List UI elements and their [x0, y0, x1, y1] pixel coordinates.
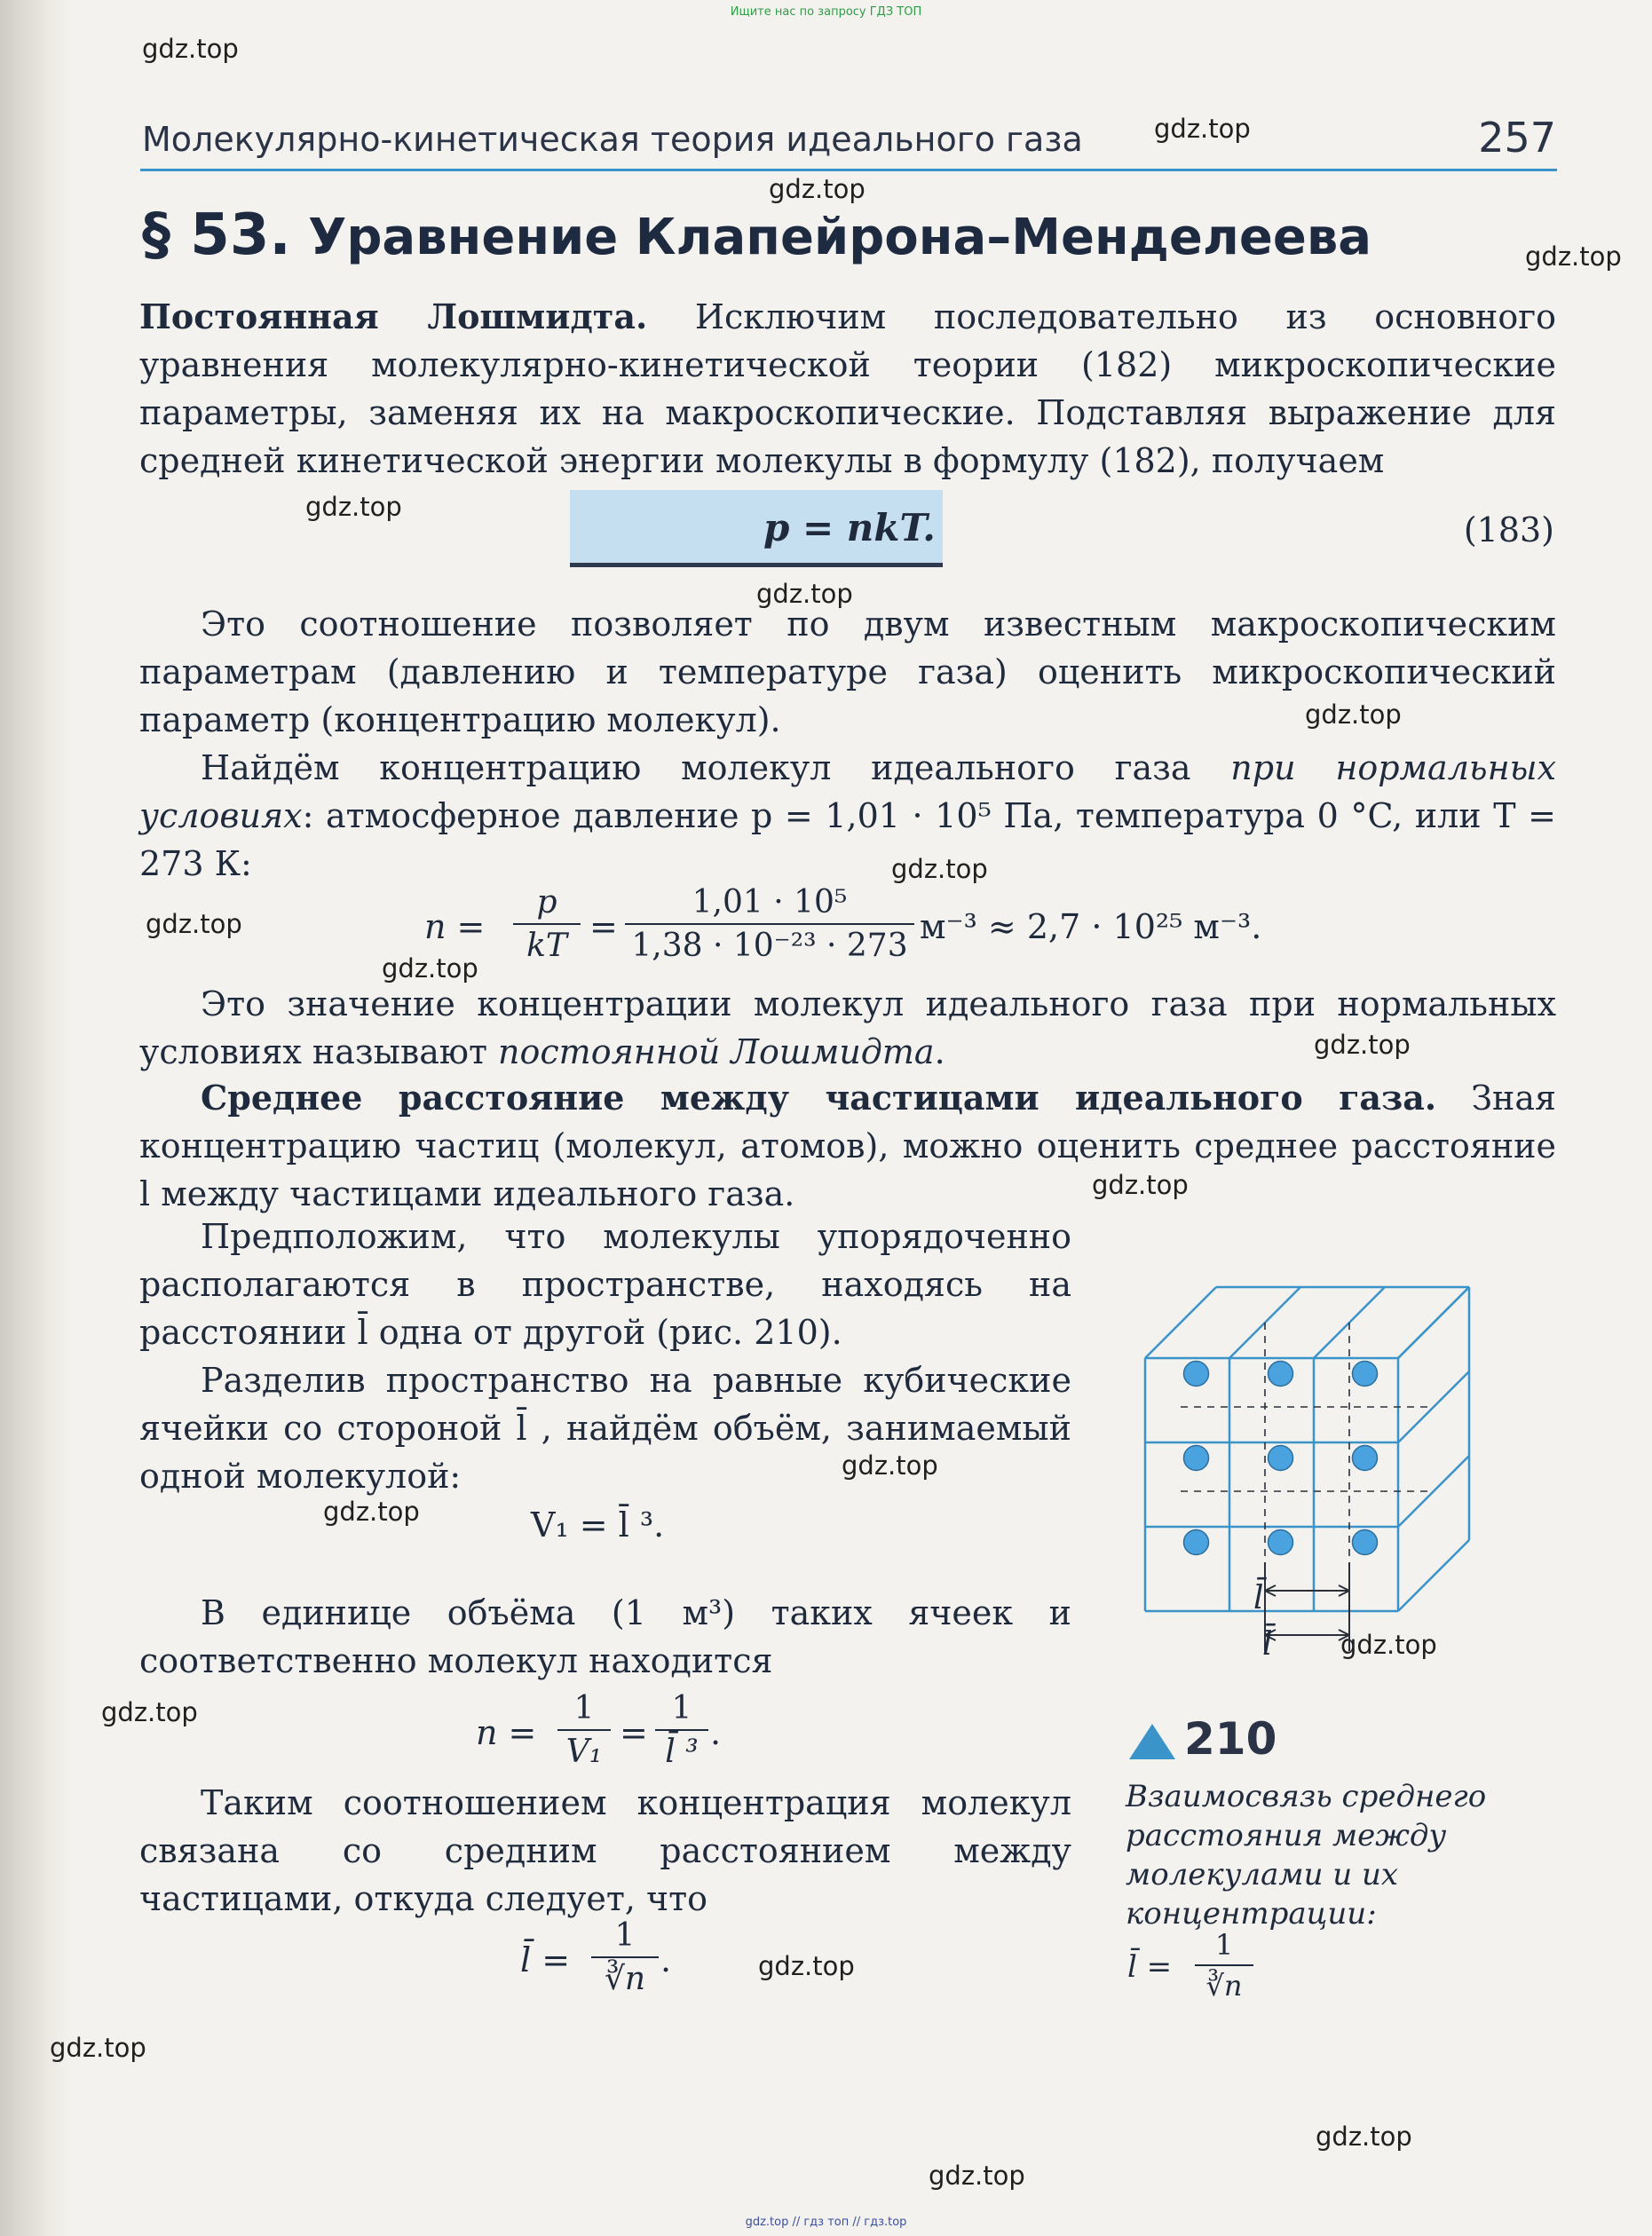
watermark: gdz.top	[1092, 1170, 1189, 1200]
paragraph-heading: Постоянная Лошмидта.	[139, 296, 648, 336]
top-note: Ищите нас по запросу ГДЗ ТОП	[730, 5, 922, 19]
paragraph-loschmidt	[139, 293, 1556, 485]
watermark: gdz.top	[1305, 699, 1402, 730]
lattice-cube-figure	[1110, 1260, 1571, 1678]
formula-l-lhs: l̄ =	[520, 1940, 571, 1979]
molecule-sphere	[1269, 1362, 1293, 1387]
paragraph-text: Зная концентрацию частиц (молекул, атомов), можно оценить среднее расстояние l между частицами идеального газа.	[139, 1078, 1556, 1213]
watermark: gdz.top	[146, 909, 242, 939]
running-title: Молекулярно-кинетическая теория идеального газа	[142, 120, 1083, 159]
fraction-one-cbrt-n	[591, 1917, 659, 1997]
watermark: gdz.top	[142, 34, 239, 64]
paragraph-text: .	[934, 1032, 945, 1071]
fraction-denominator: kT	[526, 928, 567, 964]
molecule-sphere	[1269, 1530, 1293, 1555]
distance-label: l̄	[1262, 1626, 1273, 1663]
watermark: gdz.top	[305, 492, 402, 522]
fraction-numeric	[625, 884, 914, 964]
paragraph-loschmidt-constant	[139, 980, 1556, 1076]
molecule-sphere	[1269, 1446, 1293, 1471]
fraction-numerator: p	[536, 884, 557, 920]
paragraph-heading: Среднее расстояние между частицами идеального газа.	[201, 1078, 1437, 1118]
molecule-sphere	[1353, 1530, 1378, 1555]
paragraph-unit-volume: В единице объёма (1 м³) таких ячеек и соответственно молекул находится	[139, 1593, 1071, 1680]
figure-fraction	[1195, 1928, 1253, 2003]
fraction-numerator: 1	[671, 1690, 692, 1726]
watermark: gdz.top	[1154, 114, 1251, 144]
paragraph-relation: Это соотношение позволяет по двум известным макроскопическим параметрам (давлению и температуре газа) оценить микроскопический параметр (концентрацию молекул).	[139, 604, 1556, 739]
fraction-one-v1	[557, 1690, 611, 1770]
figure-caption: Взаимосвязь среднего расстояния между молекулами и их концентрации:	[1126, 1779, 1487, 1932]
watermark: gdz.top	[1316, 2121, 1412, 2152]
molecule-sphere	[1353, 1446, 1378, 1471]
watermark: gdz.top	[929, 2161, 1025, 2191]
molecule-sphere	[1184, 1530, 1209, 1555]
fraction-denominator: l̄ ³	[665, 1734, 699, 1770]
section-title	[142, 202, 1371, 268]
page-number: 257	[1478, 114, 1556, 162]
paragraph-cells: Разделив пространство на равные кубические ячейки со стороной l̄ , найдём объём, занимаемый одной молекулой:	[139, 1361, 1071, 1496]
paragraph-text: Найдём концентрацию молекул идеального газа	[201, 748, 1231, 787]
page-shadow	[0, 0, 69, 2236]
paragraph-assumption: Предположим, что молекулы упорядоченно располагаются в пространстве, находясь на расстоянии l̄ одна от другой (рис. 210).	[139, 1217, 1071, 1352]
paragraph-emphasis: постоянной Лошмидта	[498, 1032, 935, 1071]
watermark: gdz.top	[101, 1697, 198, 1727]
formula-end: .	[660, 1940, 672, 1979]
fraction-one-l3	[655, 1690, 708, 1770]
formula-end: .	[710, 1713, 722, 1752]
equals-sign: =	[620, 1713, 648, 1752]
watermark: gdz.top	[50, 2033, 146, 2063]
paragraph-mean-distance	[139, 1074, 1556, 1218]
fraction-p-kt	[513, 884, 581, 964]
watermark: gdz.top	[756, 579, 853, 609]
molecule-sphere	[1184, 1446, 1209, 1471]
equals-sign: =	[589, 907, 618, 946]
figure-number: 210	[1184, 1713, 1277, 1765]
equation-number: (183)	[1463, 510, 1554, 549]
formula-v1: V₁ = l̄ ³.	[531, 1505, 665, 1545]
paragraph-normal-conditions	[139, 744, 1556, 888]
fraction-denominator: ∛n	[604, 1961, 646, 1997]
watermark: gdz.top	[1314, 1030, 1411, 1060]
cube-edge	[1398, 1540, 1469, 1611]
formula-n-result: м⁻³ ≈ 2,7 · 10²⁵ м⁻³.	[920, 907, 1262, 946]
watermark: gdz.top	[382, 953, 478, 984]
molecule-sphere	[1184, 1362, 1209, 1387]
fraction-numerator: 1	[1214, 1928, 1234, 1962]
fraction-numerator: 1	[573, 1690, 595, 1726]
header-rule	[140, 169, 1557, 171]
formula-183: p = nkT.	[763, 506, 936, 549]
watermark: gdz.top	[758, 1951, 855, 1981]
paragraph-text: Это значение концентрации молекул идеального газа при нормальных условиях называют	[139, 984, 1556, 1071]
formula-n-lhs: n =	[424, 907, 486, 946]
cube-edge	[1145, 1287, 1216, 1358]
paragraph-text: Исключим последовательно из основного уравнения молекулярно-кинетической теории (182) микроскопические параметры, заменяя их на макроскопические. Подставляя выражение для средней кинетической энергии молекулы в формулу (182), получаем	[139, 297, 1556, 480]
watermark: gdz.top	[842, 1450, 938, 1481]
paragraph-text: : атмосферное давление p = 1,01 · 10⁵ Па, температура 0 °C, или T = 273 К:	[139, 796, 1556, 883]
molecule-sphere	[1353, 1362, 1378, 1387]
figure-formula-lhs: l̄ =	[1127, 1949, 1173, 1985]
watermark: gdz.top	[1525, 241, 1622, 272]
watermark: gdz.top	[1340, 1630, 1437, 1660]
paragraph-relation-distance: Таким соотношением концентрация молекул связана со средним расстоянием между частицами, откуда следует, что	[139, 1783, 1071, 1918]
watermark: gdz.top	[323, 1497, 420, 1527]
fraction-denominator: V₁	[565, 1734, 603, 1770]
section-title-text: Уравнение Клапейрона–Менделеева	[308, 209, 1372, 266]
paragraph-emphasis: при нормальных условиях	[139, 748, 1557, 835]
watermark: gdz.top	[891, 854, 988, 884]
formula-n2-lhs: n =	[476, 1713, 537, 1752]
fraction-denominator: 1,38 · 10⁻²³ · 273	[631, 928, 908, 964]
bottom-note: gdz.top // гдз топ // гдз.top	[745, 2216, 907, 2229]
section-number: § 53.	[142, 202, 291, 268]
fraction-numerator: 1,01 · 10⁵	[692, 884, 848, 920]
fraction-denominator: ∛n	[1205, 1969, 1243, 2003]
triangle-marker-icon	[1127, 1722, 1177, 1761]
fraction-numerator: 1	[614, 1917, 636, 1954]
cube-edge	[1398, 1287, 1469, 1358]
watermark: gdz.top	[769, 174, 866, 204]
distance-label: l̄	[1253, 1580, 1264, 1616]
